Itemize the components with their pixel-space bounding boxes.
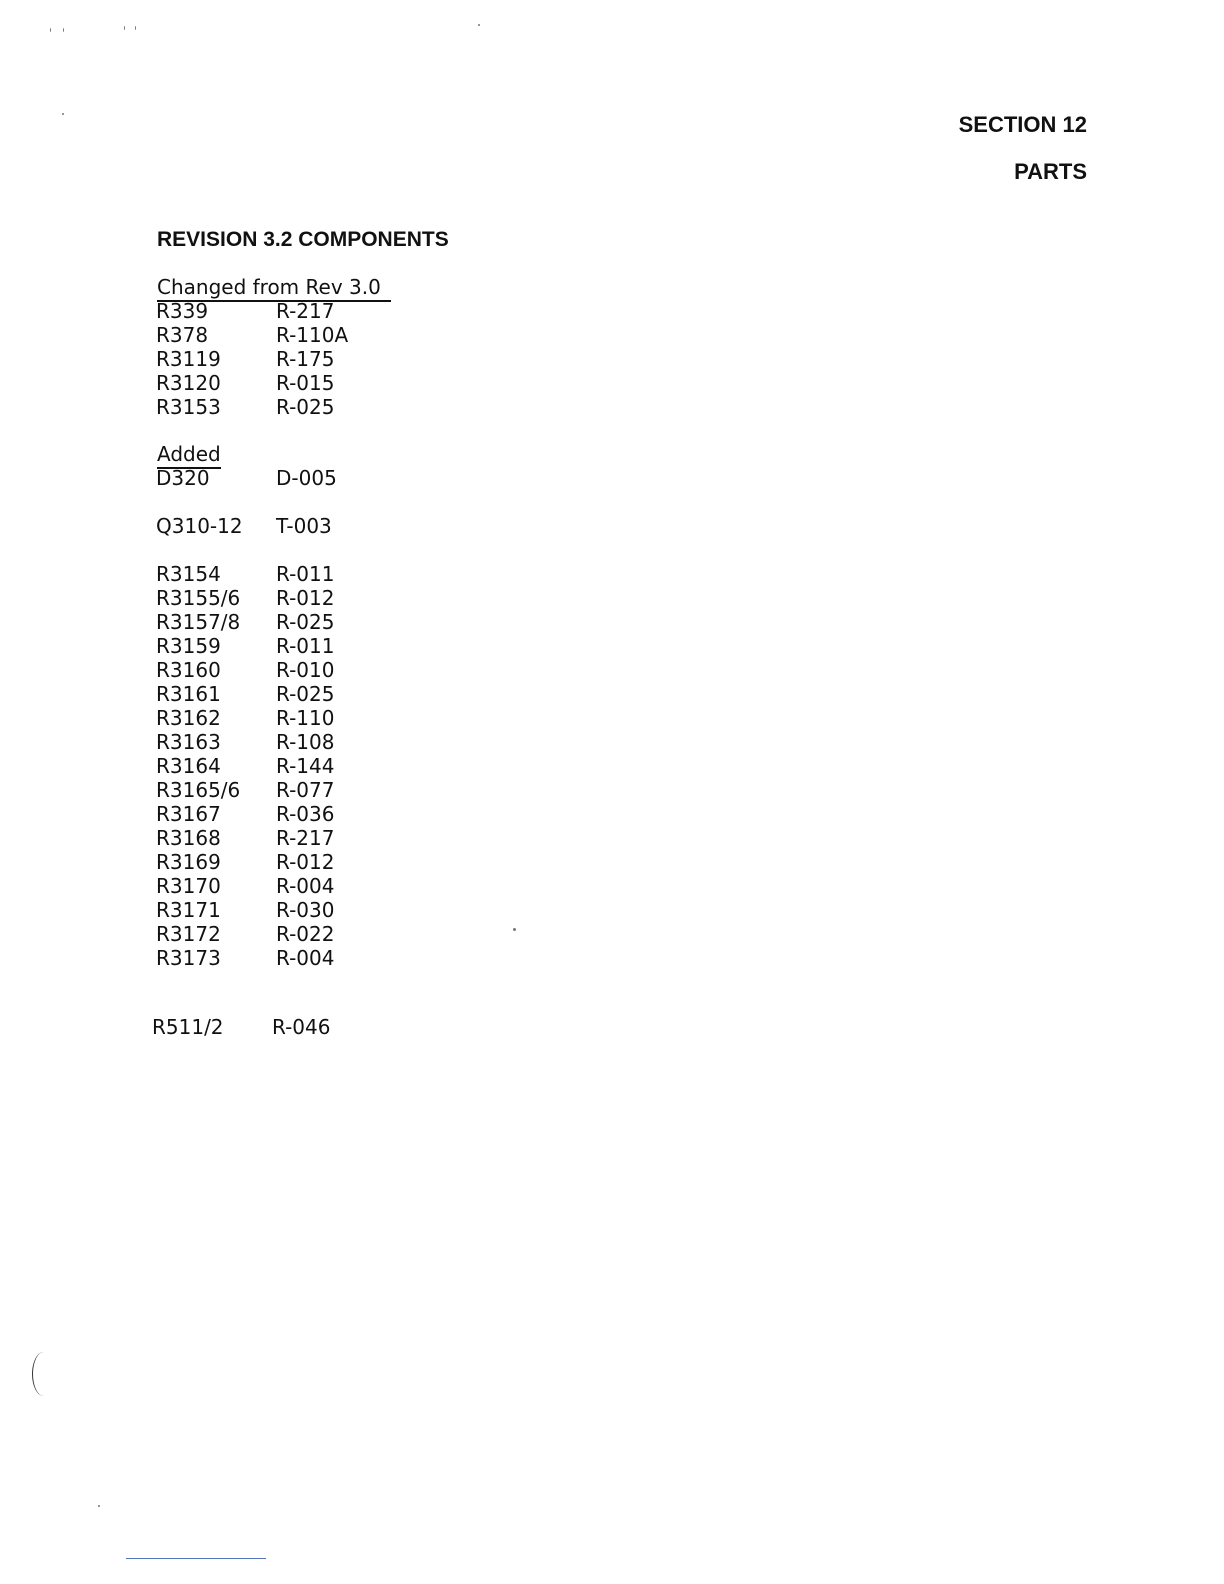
reference-designator: R3162 [156, 706, 221, 730]
reference-designator: R3157/8 [156, 610, 241, 634]
reference-designator: R3170 [156, 874, 221, 898]
part-row [156, 874, 334, 898]
part-number: R-010 [276, 658, 335, 682]
scan-speck [124, 26, 125, 30]
part-row [156, 347, 348, 371]
scan-speck [135, 26, 136, 30]
reference-designator: R3167 [156, 802, 221, 826]
scan-edge-mark [32, 1352, 55, 1396]
reference-designator: D320 [156, 466, 210, 490]
reference-designator: R3119 [156, 347, 221, 371]
part-row [156, 778, 334, 802]
part-row [156, 922, 334, 946]
part-number: R-004 [276, 946, 335, 970]
part-row [156, 562, 334, 586]
part-number: R-030 [276, 898, 335, 922]
part-row [156, 514, 332, 538]
reference-designator: R3153 [156, 395, 221, 419]
part-number: R-025 [276, 395, 335, 419]
part-row [156, 898, 334, 922]
changed-parts-table [156, 299, 348, 419]
part-row [156, 466, 337, 490]
part-row [156, 586, 334, 610]
scan-speck [62, 113, 64, 115]
scan-speck [63, 28, 64, 32]
reference-designator: R3169 [156, 850, 221, 874]
reference-designator: R339 [156, 299, 209, 323]
section-heading: SECTION 12 [958, 112, 1087, 137]
reference-designator: Q310-12 [156, 514, 243, 538]
part-row [152, 1015, 330, 1039]
reference-designator: R3171 [156, 898, 221, 922]
part-row [156, 371, 348, 395]
part-number: R-025 [276, 610, 335, 634]
document-title: REVISION 3.2 COMPONENTS [157, 228, 449, 251]
scan-speck [478, 24, 480, 26]
part-number: R-077 [276, 778, 335, 802]
part-row [156, 299, 348, 323]
part-number: R-217 [276, 826, 335, 850]
scan-line [126, 1558, 266, 1559]
part-number: R-175 [276, 347, 335, 371]
part-number: R-217 [276, 299, 335, 323]
added-resistors-extra-table [152, 1015, 330, 1039]
part-row [156, 610, 334, 634]
reference-designator: R3159 [156, 634, 221, 658]
part-number: R-025 [276, 682, 335, 706]
part-number: R-011 [276, 634, 335, 658]
part-row [156, 323, 348, 347]
part-number: R-012 [276, 586, 335, 610]
reference-designator: R3155/6 [156, 586, 241, 610]
part-row [156, 706, 334, 730]
part-row [156, 395, 348, 419]
added-transistors-table [156, 514, 332, 538]
part-row [156, 682, 334, 706]
reference-designator: R3165/6 [156, 778, 241, 802]
part-number: R-110 [276, 706, 335, 730]
reference-designator: R3154 [156, 562, 221, 586]
part-row [156, 754, 334, 778]
scan-speck [50, 28, 51, 32]
part-row [156, 730, 334, 754]
part-row [156, 826, 334, 850]
reference-designator: R3168 [156, 826, 221, 850]
parts-heading: PARTS [1014, 159, 1087, 184]
added-group-label: Added [157, 442, 221, 466]
part-row [156, 946, 334, 970]
reference-designator: R378 [156, 323, 209, 347]
reference-designator: R3120 [156, 371, 221, 395]
scan-speck [98, 1505, 100, 1507]
reference-designator: R3163 [156, 730, 221, 754]
added-diodes-table [156, 466, 337, 490]
part-number: R-144 [276, 754, 335, 778]
reference-designator: R3173 [156, 946, 221, 970]
part-row [156, 634, 334, 658]
added-resistors-table [156, 562, 334, 970]
reference-designator: R3160 [156, 658, 221, 682]
part-number: R-022 [276, 922, 335, 946]
part-row [156, 658, 334, 682]
changed-group-label: Changed from Rev 3.0 [157, 275, 381, 299]
part-number: R-108 [276, 730, 335, 754]
reference-designator: R3161 [156, 682, 221, 706]
part-number: D-005 [276, 466, 337, 490]
part-number: T-003 [276, 514, 332, 538]
reference-designator: R3164 [156, 754, 221, 778]
part-number: R-004 [276, 874, 335, 898]
part-row [156, 850, 334, 874]
part-number: R-012 [276, 850, 335, 874]
scan-speck [513, 928, 516, 931]
reference-designator: R511/2 [152, 1015, 224, 1039]
part-number: R-046 [272, 1015, 331, 1039]
part-row [156, 802, 334, 826]
part-number: R-011 [276, 562, 335, 586]
part-number: R-036 [276, 802, 335, 826]
part-number: R-110A [276, 323, 349, 347]
part-number: R-015 [276, 371, 335, 395]
reference-designator: R3172 [156, 922, 221, 946]
